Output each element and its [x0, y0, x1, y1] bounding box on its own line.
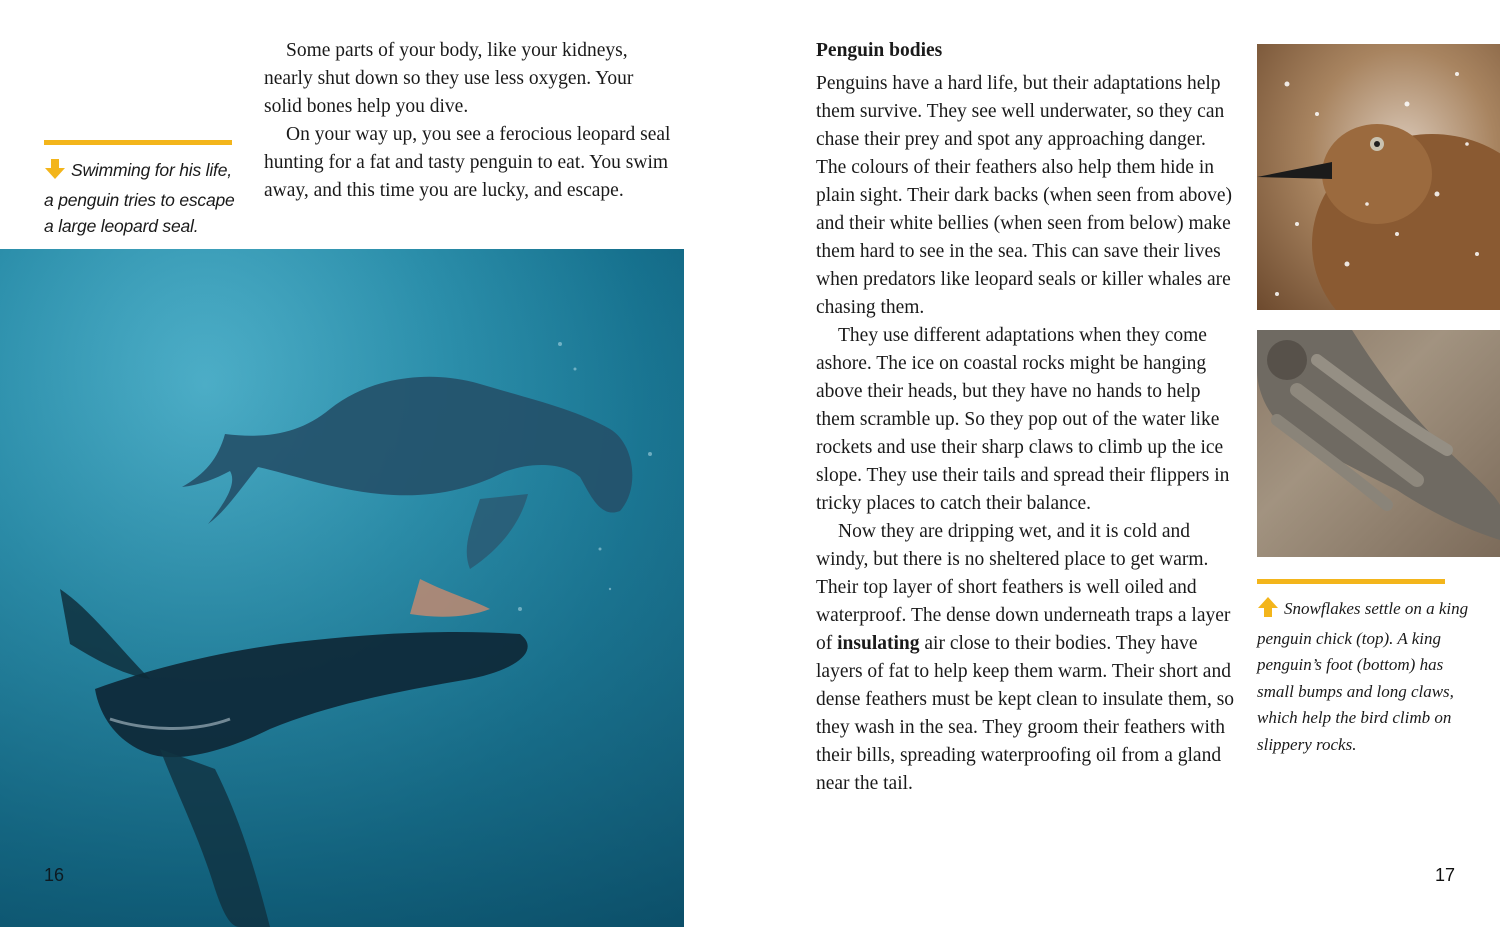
body-text-right	[816, 37, 1236, 798]
paragraph: Penguins have a hard life, but their adaptations help them survive. They see well underwater, so they can chase their prey and spot any approaching danger. The colours of their feathers also help them hide in plain sight. Their dark backs (when seen from above) and their white bellies (when seen from below) make them hard to see in the sea. This can save their lives when predators like leopard seals or killer whales are chasing them.	[816, 73, 1233, 318]
caption-rule	[1257, 579, 1445, 584]
caption-right-text: Snowflakes settle on a king penguin chick (top). A king penguin’s foot (bottom) has small bumps and long claws, which help the bird climb on slippery rocks.	[1257, 599, 1469, 754]
page-number-left: 16	[44, 865, 65, 885]
photo-king-penguin-foot	[1257, 330, 1500, 557]
photo-caption-right	[1257, 579, 1477, 758]
photo-king-penguin-chick	[1257, 44, 1500, 310]
body-text-left	[264, 37, 674, 205]
caption-left-text: Swimming for his life, a penguin tries to escape a large leopard seal.	[44, 160, 235, 236]
paragraph: They use different adaptations when they come ashore. The ice on coastal rocks might be hanging above their heads, but they have no hands to help them scramble up. So they pop out of the water like rockets and use their sharp claws to climb up the ice slope. They use their tails and spread their flippers in tricky places to catch their balance.	[816, 325, 1230, 514]
section-heading: Penguin bodies	[816, 40, 943, 61]
arrow-down-icon	[44, 159, 66, 187]
photo-leopard-seal-and-penguin	[0, 249, 684, 927]
paragraph: Some parts of your body, like your kidneys, nearly shut down so they use less oxygen. Your solid bones help you dive.	[264, 40, 634, 117]
paragraph: On your way up, you see a ferocious leopard seal hunting for a fat and tasty penguin to eat. You swim away, and this time you are lucky, and escape.	[264, 124, 671, 201]
paragraph-text: air close to their bodies. They have layers of fat to help keep them warm. Their short and dense feathers must be kept clean to insulate them, so they wash in the sea. They groom their feathers with their bills, spreading waterproofing oil from a gland near the tail.	[816, 633, 1235, 794]
paragraph	[816, 518, 1236, 798]
arrow-up-icon	[1257, 597, 1279, 626]
caption-rule	[44, 140, 232, 145]
paragraph-text: Now they are dripping wet, and it is cold and windy, but there is no sheltered place to get warm. Their top layer of short feathers is well oiled and waterproof. The dense down underneath traps a layer of	[816, 521, 1231, 654]
glossary-term: insulating	[837, 633, 920, 654]
page-number-right: 17	[1435, 865, 1456, 885]
photo-caption-left	[44, 140, 244, 240]
